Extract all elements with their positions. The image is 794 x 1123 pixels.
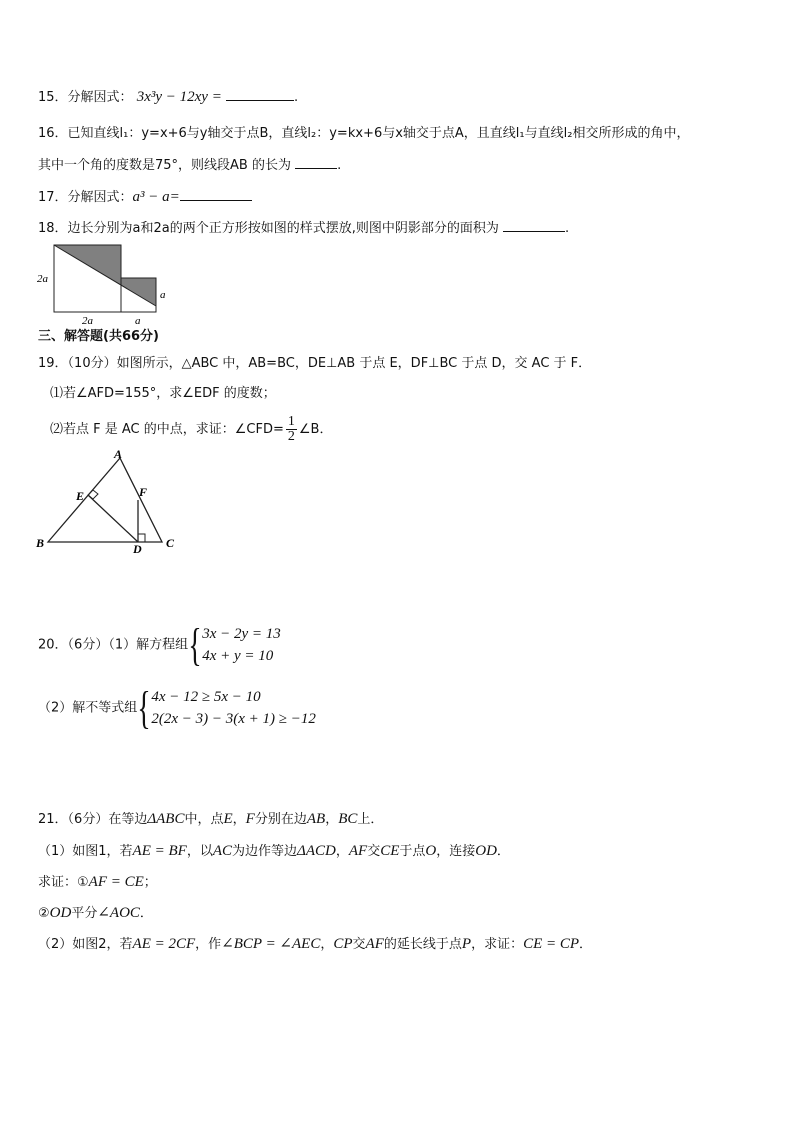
text-q21-p2-d: 交 [352,937,366,952]
question-20-part1 [38,619,281,670]
label-d: D [133,542,142,554]
q18-figure [34,240,174,328]
label-f: F [139,485,148,499]
triangle-abc [48,458,162,542]
q20-brace-1: { [188,619,202,670]
text-q21-p2-e: 的延长线于点 [383,937,462,952]
text-q21-stem-c: ， [232,812,246,827]
text-q21-p1-h: ． [496,844,510,859]
text-q21-proof2-m2: ∠AOC [97,905,140,921]
question-18 [38,219,569,238]
q18-suffix: . [565,221,570,236]
q17-answer-blank[interactable] [180,188,252,201]
q21-part1 [38,842,510,861]
text-q21-p1-m2: AC [212,843,233,859]
text-q21-stem-m1: ΔABC [147,811,185,827]
q19-part2-text: ⑵若点 F 是 AC 的中点，求证：∠CFD= [50,422,284,437]
q18-label-bottom-big: 2a [82,315,93,327]
text-q21-p2-g: ． [579,937,593,952]
text-q21-p1-g: ，连接 [436,844,476,859]
q19-figure [32,448,182,554]
q19-part2-end: ∠B． [298,422,333,437]
q20-eq2: 4x + y = 10 [202,648,274,664]
text-q21-p2-a: （2）如图2，若 [38,937,133,952]
q15-expression: 3x³y − 12xy = [136,89,222,105]
text-q21-stem-a: 21．（6分）在等边 [38,812,148,827]
section-3-heading: 三、解答题(共66分) [38,329,159,344]
text-q21-p1-b: ，以 [186,844,213,859]
q15-suffix: . [293,90,299,105]
label-e: E [76,489,85,503]
question-19-stem: 19．（10分）如图所示，△ABC 中，AB=BC，DE⊥AB 于点 E，DF⊥BC 于点 D，交 AC 于 F． [38,356,592,371]
text-q21-p2-m3: CP [333,936,353,952]
q19-part2 [50,415,332,444]
q20-brace-2: { [137,682,151,733]
text-q21-p1-f: 于点 [399,844,426,859]
text-q21-p2-m5: P [461,936,472,952]
q16-text: 其中一个角的度数是75°，则线段AB 的长为 [38,158,291,173]
q20-inequality-system [151,686,316,730]
q20-ineq2: 2(2x − 3) − 3(x + 1) ≥ −12 [151,711,316,727]
q21-part2 [38,935,592,954]
q19-fraction [286,415,297,444]
text-q21-stem-b: 中，点 [184,812,224,827]
segment-de [88,495,138,542]
label-b: B [36,536,45,550]
q15-answer-blank[interactable] [226,88,294,101]
label-c: C [166,536,175,550]
text-q21-p1-m3: ΔACD [297,843,336,859]
q21-proof-1 [38,873,157,892]
text-q21-p2-c: ， [320,937,334,952]
text-q21-p1-d: ， [335,844,349,859]
question-21-stem [38,810,383,829]
text-q21-p2-f: ，求证： [471,937,524,952]
text-q21-p1-m5: CE [380,843,400,859]
text-q21-proof1: AF = CE [88,874,144,890]
q18-label-right: a [160,289,166,301]
text-q21-proof2-m: OD [49,905,72,921]
text-q21-stem-m5: BC [338,811,358,827]
question-16-line2 [38,156,341,175]
label-a: A [114,448,123,461]
text-q21-p2-m4: AF [365,936,384,952]
text-q21-stem-m2: E [223,811,233,827]
question-17 [38,188,252,207]
question-20-part2 [38,682,316,733]
text-q21-stem-m3: F [245,811,255,827]
q18-label-left: 2a [37,273,48,285]
right-angle-d [138,534,145,542]
text-q21-stem-m4: AB [306,811,326,827]
q21-proof-2 [38,904,153,923]
q18-shaded-small [121,278,156,306]
q18-text: 18．边长分别为a和2a的两个正方形按如图的样式摆放,则图中阴影部分的面积为 [38,221,499,236]
question-16-line1: 16．已知直线l₁：y=x+6与y轴交于点B，直线l₂：y=kx+6与x轴交于点A，且直线l₁与直线l₂相交所形成的角中， [38,126,690,141]
q20-eq1: 3x − 2y = 13 [202,626,281,642]
text-q21-proof2-c: ． [139,906,153,921]
question-15 [38,88,298,107]
q15-prefix: 15．分解因式： [38,90,133,105]
q19-frac-num: 1 [287,414,295,429]
q20-ineq1: 4x − 12 ≥ 5x − 10 [151,689,261,705]
text-q21-stem-d: 分别在边 [254,812,307,827]
q16-suffix: . [337,158,342,173]
text-q21-p2-m2: ∠BCP = ∠AEC [221,936,321,952]
text-q21-p1-c: 为边作等边 [232,844,298,859]
text-q21-p2-m1: AE = 2CF [132,936,196,952]
text-q21-p2-m6: CE = CP [523,936,580,952]
text-q21-stem-f: 上． [357,812,384,827]
text-q21-p1-m6: O [425,843,437,859]
q20-part1-prefix: 20．（6分）（1）解方程组 [38,637,189,653]
q19-part1: ⑴若∠AFD=155°，求∠EDF 的度数； [50,386,276,401]
text-q21-stem-e: ， [325,812,339,827]
q16-answer-blank[interactable] [295,156,337,169]
text-q21-p1-m4: AF [348,843,368,859]
q18-label-bottom-small: a [135,315,141,327]
text-q21-p2-b: ，作 [195,937,222,952]
q20-part2-prefix: （2）解不等式组 [38,700,138,716]
text-q21-proof2-b: 平分 [71,906,98,921]
q17-prefix: 17．分解因式： [38,190,133,205]
text-q21-p1-m1: AE = BF [132,843,187,859]
q20-equation-system [202,623,281,667]
text-q21-proof1-end: ； [143,875,157,890]
q17-expression: a³ − a= [132,189,180,205]
text-q21-p1-m7: OD [475,843,497,859]
text-q21-p1-e: 交 [367,844,381,859]
text-q21-p1-a: （1）如图1，若 [38,844,133,859]
q18-answer-blank[interactable] [503,219,565,232]
text-q21-proof2-a: ② [38,906,50,921]
q19-frac-den: 2 [287,429,295,444]
text-q21-proof-label: 求证：① [38,875,89,890]
